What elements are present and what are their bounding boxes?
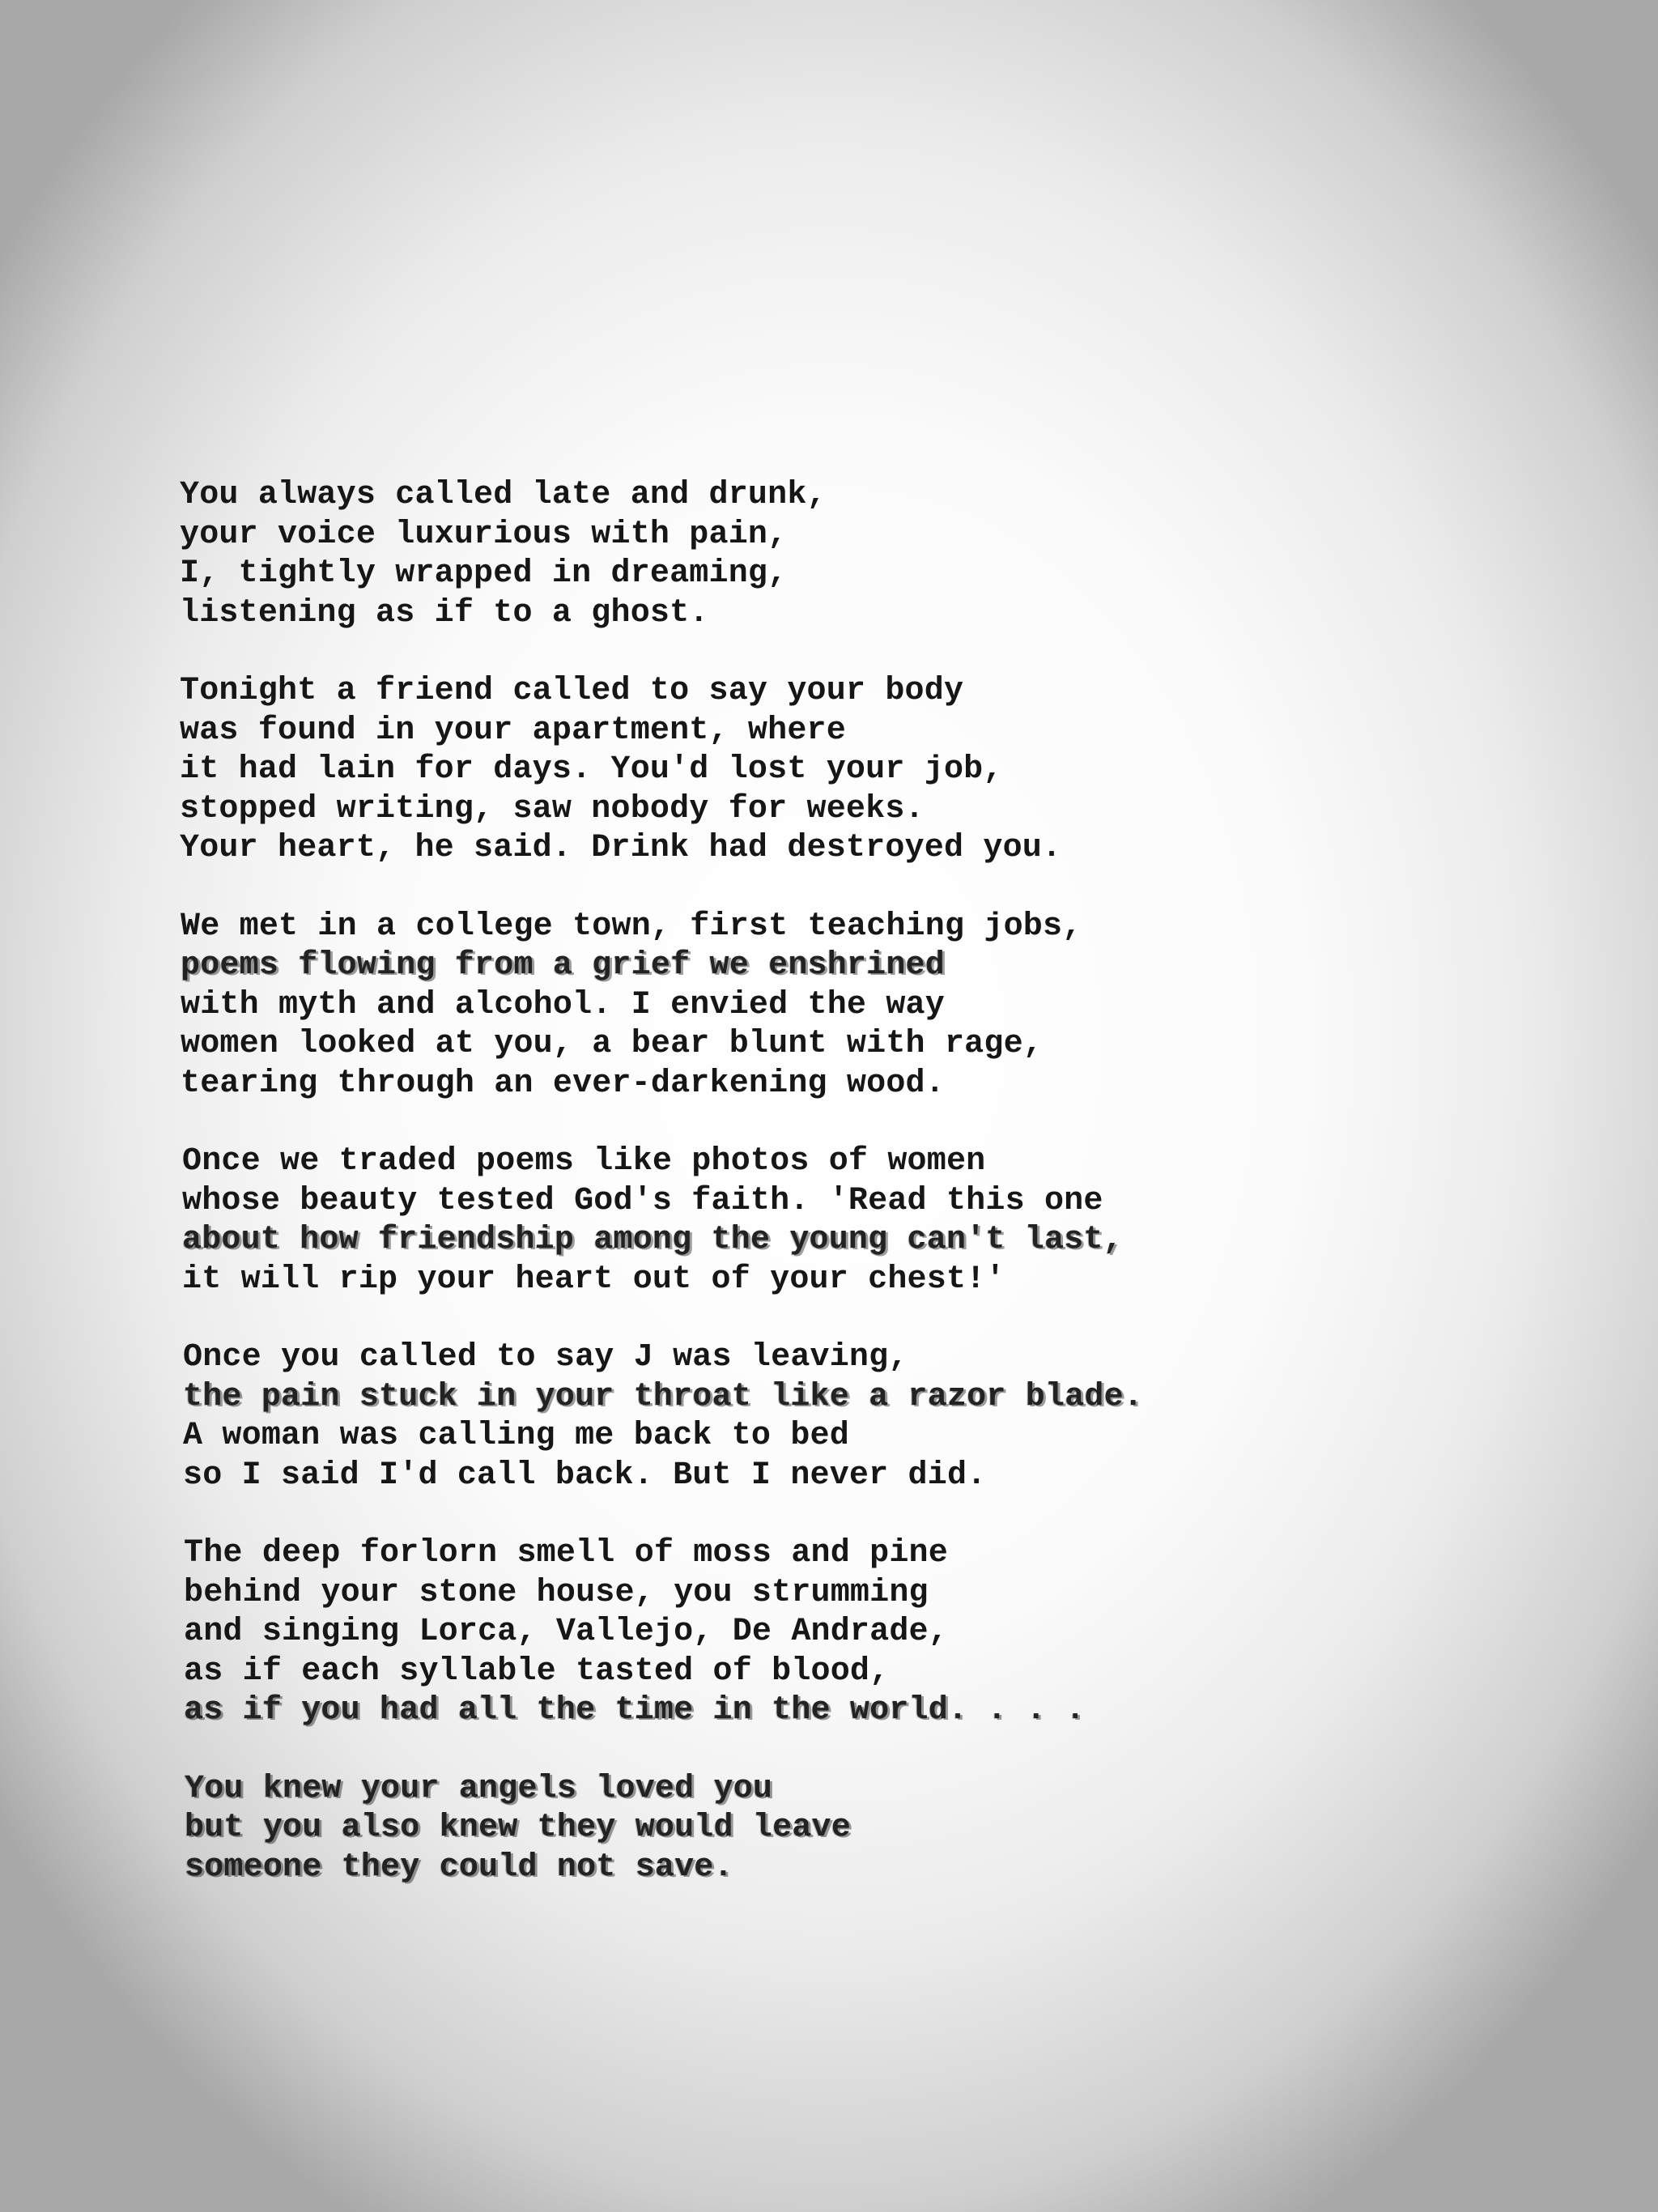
poem-line: your voice luxurious with pain, — [180, 516, 788, 553]
poem-text — [180, 476, 1556, 1926]
poem-line: and singing Lorca, Vallejo, De Andrade, — [184, 1614, 948, 1650]
poem-line: We met in a college town, first teaching jobs, — [181, 908, 1082, 945]
poem-line: the pain stuck in your throat like a razor blade. — [183, 1378, 1143, 1415]
poem-line: You always called late and drunk, — [180, 477, 827, 513]
poem-line: with myth and alcohol. I envied the way — [181, 986, 945, 1023]
poem-line: tearing through an ever-darkening wood. — [181, 1065, 945, 1102]
poem-line: as if you had all the time in the world. . . . — [184, 1692, 1086, 1729]
poem-line: poems flowing from a grief we enshrined — [181, 947, 945, 984]
poem-line: but you also knew they would leave — [185, 1810, 851, 1846]
stanza-2 — [180, 672, 1556, 869]
stanza-1 — [180, 476, 1556, 633]
stanza-7 — [180, 1770, 1556, 1888]
poem-line: about how friendship among the young can't last, — [182, 1222, 1123, 1258]
stanza-3 — [180, 908, 1556, 1104]
poem-line: You knew your angels loved you — [185, 1770, 773, 1807]
poem-line: women looked at you, a bear blunt with rage, — [181, 1026, 1043, 1062]
poem-line: as if each syllable tasted of blood, — [184, 1653, 890, 1690]
stanza-5 — [180, 1338, 1556, 1495]
stanza-4 — [180, 1142, 1556, 1300]
poem-line: was found in your apartment, where — [180, 712, 846, 749]
poem-line: stopped writing, saw nobody for weeks. — [180, 790, 925, 827]
poem-line: Once you called to say J was leaving, — [183, 1339, 908, 1376]
poem-line: I, tightly wrapped in dreaming, — [180, 555, 788, 592]
poem-line: it had lain for days. You'd lost your job, — [180, 751, 1003, 788]
poem-line: Your heart, he said. Drink had destroyed you. — [180, 830, 1062, 866]
poem-line: Tonight a friend called to say your body — [180, 673, 964, 709]
poem-line: someone they could not save. — [185, 1848, 733, 1886]
poem-line: it will rip your heart out of your chest!' — [182, 1261, 1005, 1298]
poem-line: A woman was calling me back to bed — [183, 1418, 849, 1454]
poem-line: listening as if to a ghost. — [180, 594, 709, 632]
stanza-6 — [180, 1534, 1556, 1731]
poem-line: whose beauty tested God's faith. 'Read this one — [182, 1182, 1103, 1219]
poem-line: Once we traded poems like photos of women — [182, 1143, 986, 1180]
poem-line: The deep forlorn smell of moss and pine — [184, 1535, 948, 1572]
poem-line: so I said I'd call back. But I never did. — [183, 1457, 987, 1494]
poem-line: behind your stone house, you strumming — [184, 1574, 929, 1611]
